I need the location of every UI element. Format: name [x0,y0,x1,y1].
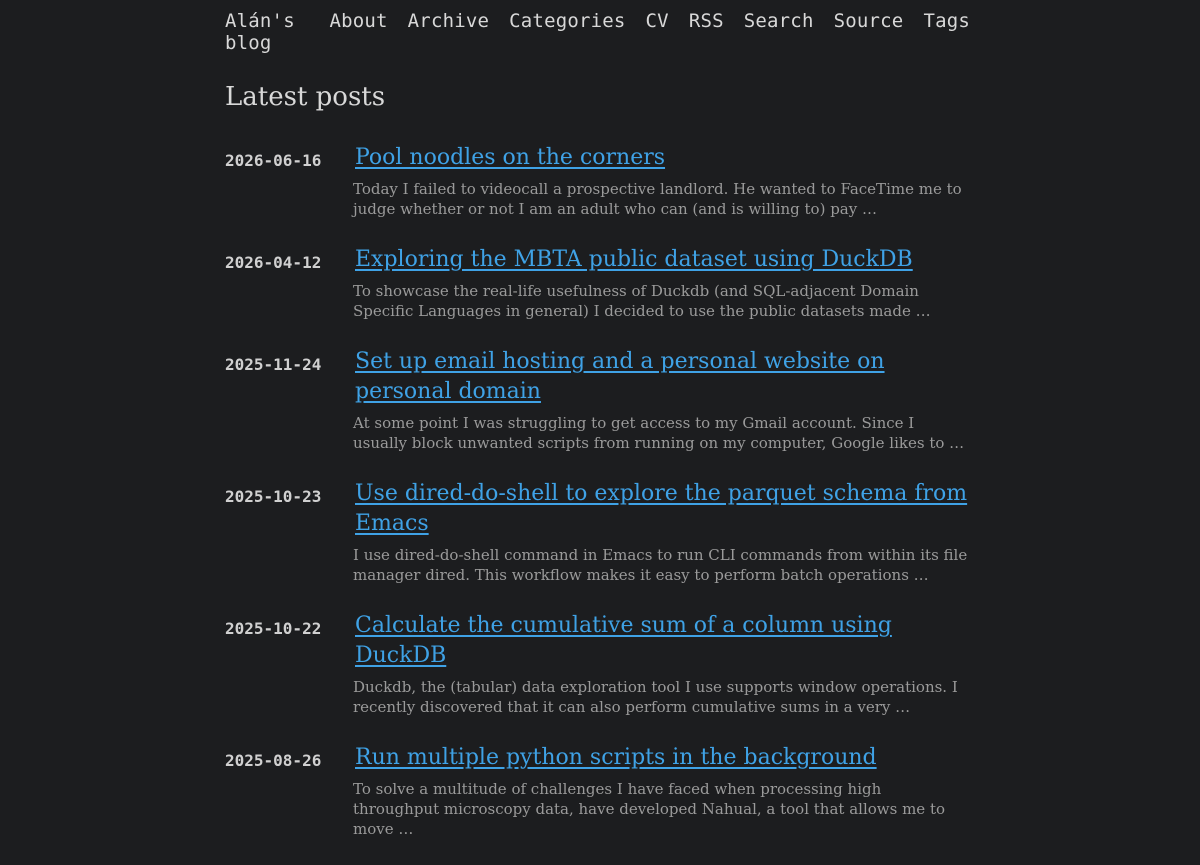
post-item [225,143,970,219]
post-summary: I use dired-do-shell command in Emacs to run CLI commands from within its file manager dired. This workflow makes it easy to perform batch operations … [353,546,968,584]
post-title-link[interactable]: Exploring the MBTA public dataset using DuckDB [355,247,913,272]
nav-link-source[interactable]: Source [833,10,904,32]
post-date: 2025-11-24 [225,355,322,374]
post-body [353,245,970,321]
nav-link-categories[interactable]: Categories [509,10,626,32]
post-date: 2025-10-23 [225,487,322,506]
page-title: Latest posts [225,82,386,112]
post-body [353,143,970,219]
top-nav [225,10,970,54]
post-summary: Duckdb, the (tabular) data exploration tool I use supports window operations. I recently discovered that it can also perform cumulative sums in a very … [353,678,958,716]
post-title-link[interactable]: Use dired-do-shell to explore the parquet schema from Emacs [355,481,968,536]
post-date: 2026-06-16 [225,151,322,170]
post-list [225,143,970,865]
nav-link-search[interactable]: Search [743,10,814,32]
nav-link-home[interactable]: Alán's blog [225,10,295,54]
nav-link-archive[interactable]: Archive [407,10,490,32]
post-body [353,347,970,453]
post-date: 2025-08-26 [225,751,322,770]
post-item [225,611,970,717]
post-summary: To solve a multitude of challenges I have faced when processing high throughput microscopy data, have developed Nahual, a tool that allows me to move … [353,780,946,838]
post-summary: At some point I was struggling to get access to my Gmail account. Since I usually block unwanted scripts from running on my computer, Google likes to … [353,414,965,452]
post-item [225,743,970,839]
post-summary: To showcase the real-life usefulness of Duckdb (and SQL-adjacent Domain Specific Languages in general) I decided to use the public datasets made … [353,282,931,320]
post-body [353,611,970,717]
nav-link-cv[interactable]: CV [645,10,669,32]
post-item [225,245,970,321]
post-body [353,479,970,585]
post-title-link[interactable]: Run multiple python scripts in the background [355,745,877,770]
post-date: 2025-10-22 [225,619,322,638]
post-date: 2026-04-12 [225,253,322,272]
post-item [225,347,970,453]
post-title-link[interactable]: Pool noodles on the corners [355,145,666,170]
post-title-link[interactable]: Set up email hosting and a personal website on personal domain [355,349,885,404]
nav-link-about[interactable]: About [329,10,388,32]
post-body [353,743,970,839]
post-summary: Today I failed to videocall a prospective landlord. He wanted to FaceTime me to judge whether or not I am an adult who can (and is willing to) pay … [353,180,962,218]
nav-link-rss[interactable]: RSS [688,10,724,32]
nav-link-tags[interactable]: Tags [923,10,970,32]
post-item [225,479,970,585]
post-title-link[interactable]: Calculate the cumulative sum of a column using DuckDB [355,613,892,668]
